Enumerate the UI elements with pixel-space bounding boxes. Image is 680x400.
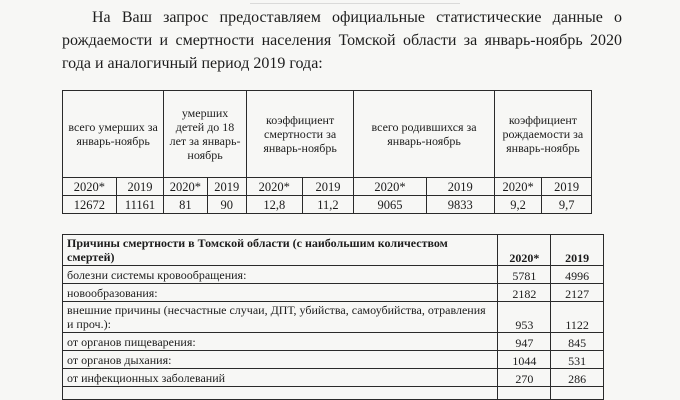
table-row xyxy=(63,351,604,369)
value-2020: 5781 xyxy=(498,266,551,284)
value-2019: 4996 xyxy=(551,266,604,284)
value-cell: 12,8 xyxy=(246,196,302,214)
intro-paragraph: На Ваш запрос предоставляем официальные статистические данные о рождаемости и смертности населения Томской области за январь-ноябрь 2020 года и аналогичный период 2019 года: xyxy=(62,9,622,72)
cause-label: внешние причины (несчастные случаи, ДПТ, убийства, самоубийства, отравления и проч.): xyxy=(63,302,498,333)
cropped-cell xyxy=(63,387,498,400)
cause-label: болезни системы кровообращения: xyxy=(63,266,498,284)
header-birth-rate: коэффициент рождаемости за январь-ноябрь xyxy=(494,91,591,178)
death-causes-table xyxy=(62,234,604,400)
value-cell: 90 xyxy=(207,196,246,214)
value-2020: 270 xyxy=(498,369,551,387)
year-cell: 2020* xyxy=(354,178,426,196)
header-total-deaths: всего умерших за январь-ноябрь xyxy=(63,91,164,178)
table1-value-row xyxy=(63,196,592,214)
value-2020: 953 xyxy=(498,302,551,333)
year-cell: 2019 xyxy=(542,178,592,196)
year-cell: 2019 xyxy=(207,178,246,196)
year-cell: 2019 xyxy=(426,178,494,196)
cropped-table-row xyxy=(63,387,604,400)
value-2020: 947 xyxy=(498,333,551,351)
cause-label: от органов дыхания: xyxy=(63,351,498,369)
value-cell: 11,2 xyxy=(302,196,354,214)
value-2020: 1044 xyxy=(498,351,551,369)
year-cell: 2019 xyxy=(302,178,354,196)
table-row xyxy=(63,333,604,351)
table1-year-row xyxy=(63,178,592,196)
value-2019: 1122 xyxy=(551,302,604,333)
year-cell: 2020* xyxy=(164,178,207,196)
col-2019-header: 2019 xyxy=(551,235,604,266)
value-cell: 81 xyxy=(164,196,207,214)
value-cell: 11161 xyxy=(116,196,164,214)
value-2019: 845 xyxy=(551,333,604,351)
header-child-deaths: умерших детей до 18 лет за январь-ноябрь xyxy=(164,91,247,178)
value-cell: 9,2 xyxy=(494,196,542,214)
cause-label: от инфекционных заболеваний xyxy=(63,369,498,387)
birth-death-stats-table xyxy=(62,90,592,214)
header-total-births: всего родившихся за январь-ноябрь xyxy=(354,91,495,178)
value-cell: 9065 xyxy=(354,196,426,214)
year-cell: 2020* xyxy=(63,178,117,196)
table1-header-row xyxy=(63,91,592,178)
value-2019: 286 xyxy=(551,369,604,387)
table-row xyxy=(63,302,604,333)
value-2019: 2127 xyxy=(551,284,604,302)
cropped-heading-line xyxy=(250,0,460,4)
table-row xyxy=(63,284,604,302)
value-cell: 12672 xyxy=(63,196,117,214)
value-2019: 531 xyxy=(551,351,604,369)
causes-table-title: Причины смертности в Томской области (с наибольшим количеством смертей) xyxy=(63,235,498,266)
cropped-cell xyxy=(498,387,551,400)
year-cell: 2019 xyxy=(116,178,164,196)
table2-header-row xyxy=(63,235,604,266)
cause-label: от органов пищеварения: xyxy=(63,333,498,351)
year-cell: 2020* xyxy=(246,178,302,196)
value-cell: 9,7 xyxy=(542,196,592,214)
value-cell: 9833 xyxy=(426,196,494,214)
header-mortality-rate: коэффициент смертности за январь-ноябрь xyxy=(246,91,353,178)
table-row xyxy=(63,369,604,387)
cause-label: новообразования: xyxy=(63,284,498,302)
value-2020: 2182 xyxy=(498,284,551,302)
cropped-cell xyxy=(551,387,604,400)
col-2020-header: 2020* xyxy=(498,235,551,266)
year-cell: 2020* xyxy=(494,178,542,196)
table-row xyxy=(63,266,604,284)
